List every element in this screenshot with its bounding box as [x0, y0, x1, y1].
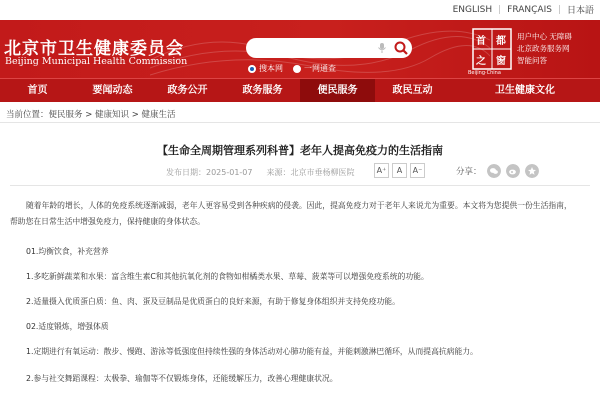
lang-english-link[interactable]: ENGLISH	[452, 4, 493, 15]
smart-qa-link[interactable]: 智能问答	[517, 56, 547, 65]
font-size-controls	[374, 163, 428, 178]
article-title: 【生命全周期管理系列科普】老年人提高免疫力的生活指南	[157, 144, 443, 157]
wechat-icon[interactable]	[487, 164, 501, 178]
user-center-link[interactable]: 用户中心 无障碍	[517, 32, 572, 41]
paragraph: 帮助您在日常生活中增强免疫力，保持健康的身体状态。	[10, 217, 205, 226]
logo-char: 都	[496, 36, 506, 47]
search-icon[interactable]	[393, 40, 409, 56]
breadcrumb[interactable]: 当前位置：便民服务 > 健康知识 > 健康生活	[6, 110, 176, 120]
logo-char: 之	[476, 56, 486, 67]
paragraph: 1.定期进行有氧运动：散步、慢跑、游泳等低强度但持续性强的身体活动对心肺功能有益，并能刺激淋巴循环，从而提高抗病能力。	[26, 347, 478, 356]
share-label: 分享：	[456, 167, 482, 177]
lang-japanese-link[interactable]: 日本語	[566, 6, 594, 16]
language-links	[453, 3, 594, 16]
nav-item-citizen-services[interactable]: 便民服务	[300, 79, 375, 102]
paragraph: 2.参与社交舞蹈课程：太极拳、瑜伽等不仅锻炼身体，还能缓解压力，改善心理健康状况。	[26, 374, 338, 383]
lang-french-link[interactable]: FRANÇAIS	[507, 4, 552, 15]
paragraph: 2.适量摄入优质蛋白质：鱼、肉、蛋及豆制品是优质蛋白的良好来源，有助于修复身体组织并支持免疫功能。	[26, 297, 400, 306]
nav-item-home[interactable]: 首页	[27, 85, 48, 96]
font-increase-button[interactable]: A⁺	[374, 163, 389, 178]
lang-separator: |	[557, 4, 561, 15]
gov-service-link[interactable]: 北京政务服务网	[517, 44, 570, 53]
paragraph: 随着年龄的增长，人体的免疫系统逐渐减弱，老年人更容易受到各种疾病的侵袭。因此，提高免疫力对于老年人来说尤为重要。本文将为您提供一份生活指南，	[26, 201, 572, 210]
qzone-icon[interactable]	[525, 164, 539, 178]
article-meta	[166, 167, 355, 178]
site-header	[0, 20, 600, 78]
paragraph: 1.多吃新鲜蔬菜和水果：富含维生素C和其他抗氧化剂的食物如柑橘类水果、草莓、菠菜等可以增强免疫系统的功能。	[26, 272, 429, 281]
nav-item-gov-services[interactable]: 政务服务	[242, 85, 283, 96]
microphone-icon[interactable]	[376, 42, 388, 54]
logo-caption: Beijing·China	[468, 70, 501, 76]
site-subtitle: Beijing Municipal Health Commission	[5, 56, 188, 67]
search-box	[246, 38, 412, 58]
share-bar	[456, 164, 539, 178]
search-scope-options	[248, 63, 346, 74]
lang-separator: |	[498, 4, 502, 15]
search-all-label: 一网通查	[304, 64, 336, 73]
nav-item-interaction[interactable]: 政民互动	[392, 85, 433, 96]
site-title[interactable]: 北京市卫生健康委员会	[4, 39, 184, 59]
search-input[interactable]	[256, 41, 374, 55]
weibo-icon[interactable]	[506, 164, 520, 178]
utility-links	[517, 31, 572, 67]
logo-characters	[474, 30, 514, 70]
font-normal-button[interactable]: A	[392, 163, 407, 178]
nav-item-public-affairs[interactable]: 政务公开	[167, 85, 208, 96]
search-all-radio[interactable]	[293, 65, 301, 73]
article-source: 来源：北京市垂杨柳医院	[266, 168, 355, 177]
main-nav	[0, 78, 600, 102]
search-site-radio[interactable]	[248, 65, 256, 73]
font-decrease-button[interactable]: A⁻	[410, 163, 425, 178]
breadcrumb-divider	[0, 122, 600, 123]
nav-item-news[interactable]: 要闻动态	[92, 85, 133, 96]
nav-item-health-culture[interactable]: 卫生健康文化	[495, 85, 555, 96]
title-divider	[10, 185, 590, 186]
logo-char: 窗	[496, 56, 506, 67]
language-bar	[0, 0, 600, 20]
logo-char: 首	[476, 36, 486, 47]
section-heading: 02.适度锻炼，增强体质	[26, 322, 109, 331]
search-site-label: 搜本网	[259, 64, 283, 73]
publish-date: 发布日期：2025-01-07	[166, 168, 253, 177]
section-heading: 01.均衡饮食，补充营养	[26, 247, 109, 256]
